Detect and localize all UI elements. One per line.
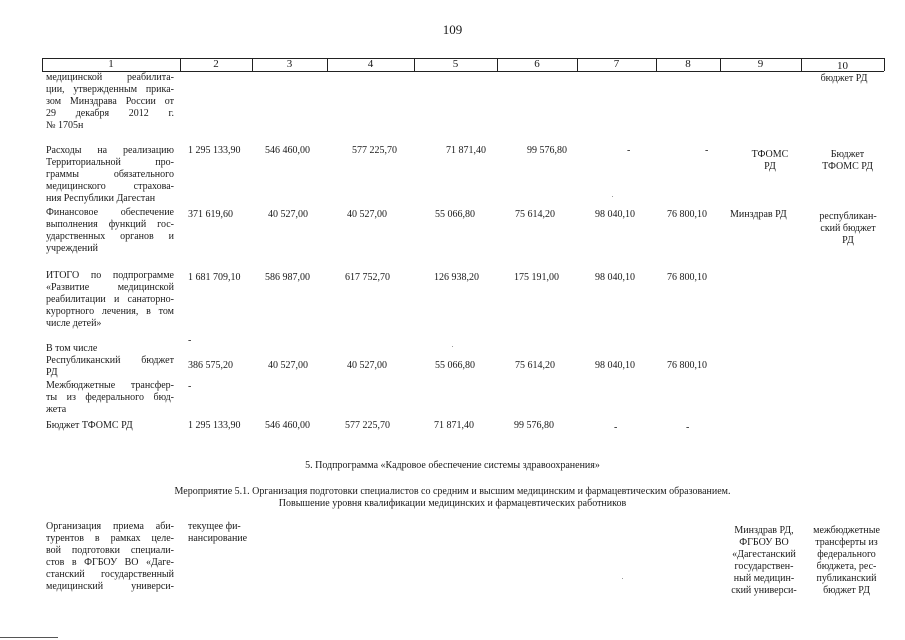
text-line: учреждений	[46, 243, 98, 254]
value-cell: 75 614,20	[515, 360, 555, 371]
text-line: ФГБОУ ВО	[739, 537, 789, 548]
federal-transfers-label	[46, 380, 174, 416]
value-cell: 577 225,70	[345, 420, 390, 431]
financing-type	[188, 521, 247, 545]
value-cell: 99 576,80	[527, 145, 567, 156]
text-line: «Дагестанский	[732, 549, 796, 560]
value-cell: 76 800,10	[667, 209, 707, 220]
page-number: 109	[442, 22, 463, 37]
column-number: 1	[108, 58, 114, 70]
value-cell: 577 225,70	[352, 145, 397, 156]
text-line: курортного лечения, в том	[46, 306, 174, 317]
text-line: ты из федерального бюд-	[46, 392, 174, 403]
row-label	[46, 145, 174, 205]
responsible-executor	[723, 525, 805, 597]
responsible-executor	[736, 149, 804, 173]
text-line: Бюджет	[830, 149, 865, 160]
republican-budget-label	[46, 355, 174, 379]
text-line: ский универси-	[731, 585, 797, 596]
text-line: медицинской реабилита-	[46, 72, 174, 83]
text-line: Межбюджетные трансфер-	[46, 380, 174, 391]
value-cell: 99 576,80	[514, 420, 554, 431]
value-cell: 75 614,20	[515, 209, 555, 220]
value-cell: 586 987,00	[265, 272, 310, 283]
text-line: РД	[764, 161, 776, 172]
value-cell: 126 938,20	[434, 272, 479, 283]
subprogram-heading: 5. Подпрограмма «Кадровое обеспечение системы здравоохранения»	[305, 460, 600, 471]
text-line: № 1705н	[46, 120, 84, 131]
column-number: 7	[613, 58, 620, 70]
text-line: республикан-	[819, 211, 877, 222]
value-cell: 40 527,00	[347, 209, 387, 220]
text-line: Республиканский бюджет	[46, 355, 174, 366]
column-number: 6	[534, 58, 540, 70]
text-line: граммы обязательного	[46, 169, 174, 180]
value-cell: 40 527,00	[268, 209, 308, 220]
footer-rule	[0, 637, 58, 638]
breakdown-intro: В том числе	[46, 343, 98, 354]
column-number: 10	[837, 60, 848, 72]
value-cell: -	[627, 145, 631, 156]
value-cell: 546 460,00	[265, 145, 310, 156]
value-cell: 175 191,00	[514, 272, 559, 283]
text-line: бюджет РД	[823, 585, 870, 596]
tfoms-budget-label: Бюджет ТФОМС РД	[46, 420, 133, 431]
value-cell: 371 619,60	[188, 209, 233, 220]
dash-mark: -	[188, 335, 192, 346]
value-cell: -	[686, 422, 690, 433]
text-line: вой подготовки специали-	[46, 545, 174, 556]
responsible-executor: Минздрав РД	[730, 209, 787, 220]
continuation-funding-source: бюджет РД	[820, 73, 868, 84]
text-line: Территориальной про-	[46, 157, 174, 168]
scan-speck	[612, 196, 613, 197]
text-line: «Развитие медицинской	[46, 282, 174, 293]
text-line: ИТОГО по подпрограмме	[46, 270, 174, 281]
value-cell: -	[705, 145, 709, 156]
column-number: 9	[757, 58, 764, 70]
value-cell: -	[614, 422, 618, 433]
text-line: реабилитации и санаторно-	[46, 294, 174, 305]
value-cell: 40 527,00	[268, 360, 308, 371]
text-line: медицинский универси-	[46, 581, 174, 592]
text-line: выполнения функций гос-	[46, 219, 174, 230]
value-cell: 546 460,00	[265, 420, 310, 431]
text-line: Финансовое обеспечение	[46, 207, 174, 218]
value-cell: 1 295 133,90	[188, 420, 241, 431]
text-line: публиканский	[816, 573, 877, 584]
text-line: трансферты из	[815, 537, 878, 548]
value-cell: 76 800,10	[667, 360, 707, 371]
text-line: ния Республики Дагестан	[46, 193, 156, 204]
measure-subheading: Повышение уровня квалификации медицинских и фармацевтических работников	[278, 498, 627, 509]
text-line: ский бюджет	[820, 223, 876, 234]
value-cell: 71 871,40	[434, 420, 474, 431]
text-line: бюджета, рес-	[816, 561, 877, 572]
text-line: ции, утвержденным прика-	[46, 84, 174, 95]
value-cell: 55 066,80	[435, 360, 475, 371]
text-line: Организация приема аби-	[46, 521, 174, 532]
column-number: 8	[685, 58, 691, 70]
text-line: Минздрав РД,	[734, 525, 794, 536]
row-label	[46, 207, 174, 255]
text-line: числе детей»	[46, 318, 102, 329]
row-label	[46, 521, 174, 593]
value-cell: 1 295 133,90	[188, 145, 241, 156]
scan-speck	[452, 346, 453, 347]
value-cell: 98 040,10	[595, 272, 635, 283]
scan-speck	[622, 578, 623, 579]
funding-source	[805, 149, 890, 173]
dash-mark: -	[188, 381, 192, 392]
text-line: стов в ФГБОУ ВО «Даге-	[46, 557, 174, 568]
text-line: медицинского страхова-	[46, 181, 174, 192]
text-line: 29 декабря 2012 г.	[46, 108, 174, 119]
text-line: жета	[46, 404, 67, 415]
text-line: станский государственный	[46, 569, 174, 580]
column-number: 4	[367, 58, 374, 70]
text-line: ТФОМС РД	[822, 161, 873, 172]
text-line: федерального	[817, 549, 876, 560]
value-cell: 386 575,20	[188, 360, 233, 371]
column-number: 5	[452, 58, 459, 70]
text-line: ный медицин-	[733, 573, 795, 584]
text-line: нансирование	[188, 533, 248, 544]
value-cell: 1 681 709,10	[188, 272, 241, 283]
continuation-text	[46, 72, 174, 132]
value-cell: 71 871,40	[446, 145, 486, 156]
value-cell: 617 752,70	[345, 272, 390, 283]
measure-heading: Мероприятие 5.1. Организация подготовки специалистов со средним и высшим медицинским и фармацевтическим образованием.	[174, 486, 731, 497]
value-cell: 40 527,00	[347, 360, 387, 371]
total-row-label	[46, 270, 174, 330]
text-line: Расходы на реализацию	[46, 145, 174, 156]
value-cell: 98 040,10	[595, 360, 635, 371]
column-divider	[884, 58, 885, 71]
value-cell: 76 800,10	[667, 272, 707, 283]
text-line: государствен-	[734, 561, 794, 572]
funding-source	[808, 211, 888, 247]
text-line: ТФОМС	[751, 149, 789, 160]
value-cell: 55 066,80	[435, 209, 475, 220]
text-line: ударственных органов и	[46, 231, 174, 242]
text-line: межбюджетные	[813, 525, 880, 536]
funding-source	[803, 525, 890, 597]
text-line: РД	[842, 235, 854, 246]
text-line: зом Минздрава России от	[46, 96, 174, 107]
column-number: 3	[286, 58, 293, 70]
text-line: РД	[46, 367, 58, 378]
text-line: текущее фи-	[188, 521, 241, 532]
value-cell: 98 040,10	[595, 209, 635, 220]
text-line: турентов в рамках целе-	[46, 533, 174, 544]
column-number: 2	[213, 58, 219, 70]
